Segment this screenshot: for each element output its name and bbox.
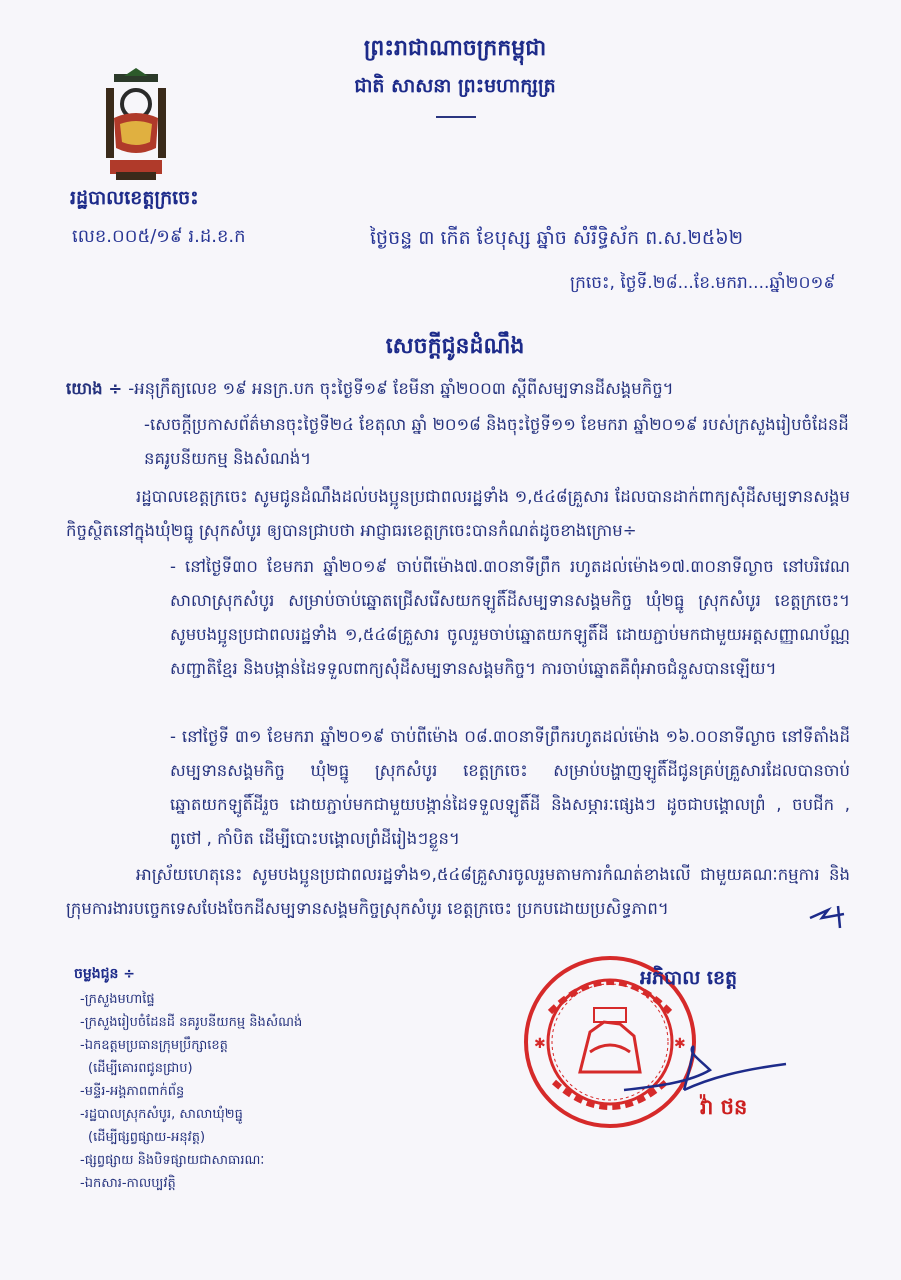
kingdom-heading: ព្រះរាជាណាចក្រកម្ពុជា [363,36,547,61]
sender-administration: រដ្ឋបាលខេត្តក្រចេះ [70,187,199,209]
recipient-item: -រដ្ឋបាលស្រុកសំបូរ, សាលាឃុំ២ធ្នូ [80,1107,243,1122]
recipient-item: -ផ្សព្វផ្សាយ និងបិទផ្សាយជាសាធារណៈ [80,1153,265,1168]
intro-paragraph: រដ្ឋបាលខេត្តក្រចេះ សូមជូនដំណឹងដល់បងប្អូនប្រជាពលរដ្ឋទាំង ១,៥៤៨គ្រួសារ ដែលបានដាក់ពាក្យសុំដីសម្បទានសង្គមកិច្ចស្ថិតនៅក្នុងឃុំ២ធ្នូ ស្រុកសំបូរ ឲ្យបានជ្រាបថា អាជ្ញាធរខេត្តក្រចេះបានកំណត់ដូចខាងក្រោម÷ [66,487,850,540]
recipients-list [80,988,380,1195]
bullet-paragraph-2: - នៅថ្ងៃទី ៣១ ខែមករា ឆ្នាំ២០១៩ ចាប់ពីម៉ោង ០៨.៣០នាទីព្រឹករហូតដល់ម៉ោង ១៦.០០នាទីល្ងាច នៅទីតាំងដីសម្បទានសង្គមកិច្ច ឃុំ២ធ្នូ ស្រុកសំបូរ ខេត្តក្រចេះ សម្រាប់បង្ហាញឡូតិ៍ដីជូនគ្រប់គ្រួសារដែលបានចាប់ឆ្នោតយកឡូតិ៍ដីរួច ដោយភ្ជាប់មកជាមួយបង្កាន់ដៃទទួលឡូតិ៍ដី និងសម្ភារៈផ្សេងៗ ដូចជាបង្គោលព្រំ , ចបជីក , ពូថៅ , កាំបិត ដើម្បីបោះបង្គោលព្រំដីរៀងៗខ្លួន។ [170,727,850,848]
reference-text-1: -អនុក្រឹត្យលេខ ១៩ អនក្រ.បក ចុះថ្ងៃទី១៩ ខែមីនា ឆ្នាំ២០០៣ ស្តីពីសម្បទានដីសង្គមកិច្ច។ [128,379,674,398]
reference-line-1 [66,372,850,406]
reference-line-2: -សេចក្តីប្រកាសព័ត៌មានចុះថ្ងៃទី២៤ ខែតុលា ឆ្នាំ ២០១៨ និងចុះថ្ងៃទី១១ ខែមករា ឆ្នាំ២០១៩ របស់ក្រសួងរៀបចំដែនដី នគរូបនីយកម្ម និងសំណង់។ [144,415,849,468]
bullet-paragraph-1: - នៅថ្ងៃទី៣០ ខែមករា ឆ្នាំ២០១៩ ចាប់ពីម៉ោង៧.៣០នាទីព្រឹក រហូតដល់ម៉ោង១៧.៣០នាទីល្ងាច នៅបរិវេណសាលាស្រុកសំបូរ សម្រាប់ចាប់ឆ្នោតជ្រើសរើសយកឡូតិ៍ដីសម្បទានសង្គមកិច្ច ឃុំ២ធ្នូ ស្រុកសំបូរ ខេត្តក្រចេះ។សូមបងប្អូនប្រជាពលរដ្ឋទាំង ១,៥៤៨គ្រួសារ ចូលរួមចាប់ឆ្នោតយកឡូតិ៍ដី ដោយភ្ជាប់មកជាមួយអត្តសញ្ញាណប័ណ្ណសញ្ជាតិខ្មែរ និងបង្កាន់ដៃទទួលពាក្យសុំដីសម្បទានសង្គមកិច្ច។ ការចាប់ឆ្នោតគឺពុំអាចជំនួសបានឡើយ។ [170,557,850,678]
svg-text:✱: ✱ [534,1036,546,1052]
reference-number: លេខ.០០៥/១៩ រ.ដ.ខ.ក [72,226,246,247]
solar-date: ក្រចេះ, ថ្ងៃទី.២៨...ខែ.មករា....ឆ្នាំ២០១៩ [570,273,836,293]
royal-emblem-icon [96,68,176,184]
recipients-title: ចម្លងជូន ÷ [74,966,136,982]
closing-paragraph: អាស្រ័យហេតុនេះ សូមបងប្អូនប្រជាពលរដ្ឋទាំង១,៥៤៨គ្រួសារចូលរួមតាមការកំណត់ខាងលើ ជាមួយគណៈកម្មការ និងក្រុមការងារបច្ចេកទេសបែងចែកដីសម្បទានសង្គមកិច្ចស្រុកសំបូរ ខេត្តក្រចេះ ប្រកបដោយប្រសិទ្ធភាព។ [66,865,850,918]
signatory-name: វ៉ា ថន [700,1095,748,1119]
recipient-item: -មន្ទីរ-អង្គភាពពាក់ព័ន្ធ [80,1084,185,1099]
recipient-item: -ក្រសួងមហាផ្ទៃ [80,992,155,1007]
reference-label: យោង ÷ [66,379,123,398]
handwritten-signature [620,1030,790,1100]
lunar-date: ថ្ងៃចន្ទ ៣ កើត ខែបុស្ស ឆ្នាំច សំរឹទ្ធិស័ក ព.ស.២៥៦២ [370,227,744,249]
national-motto: ជាតិ សាសនា ព្រះមហាក្សត្រ [354,75,556,97]
recipient-item: -ឯកសារ-កាលប្បវត្តិ [80,1176,176,1191]
signatory-title: អភិបាល ខេត្ត [640,967,738,989]
svg-text:✱: ✱ [674,1036,686,1052]
recipient-item: (ដើម្បីផ្សព្វផ្សាយ-អនុវត្ត) [88,1130,206,1145]
recipient-item: -ក្រសួងរៀបចំដែនដី នគរូបនីយកម្ម និងសំណង់ [80,1015,303,1030]
recipient-item: (ដើម្បីគោរពជូនជ្រាប) [88,1061,193,1076]
end-mark-icon [808,896,848,930]
document-title: សេចក្តីជូនដំណឹង [385,334,525,359]
recipient-item: -ឯកឧត្តមប្រធានក្រុមប្រឹក្សាខេត្ត [80,1038,228,1053]
heading-divider [436,116,476,118]
